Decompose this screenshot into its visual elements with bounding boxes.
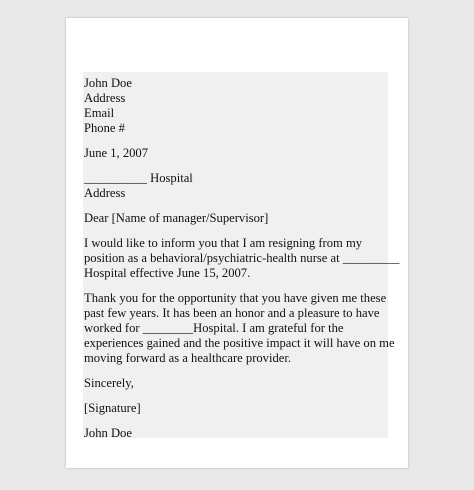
recipient-address: Address xyxy=(84,186,126,200)
paragraph1-line: I would like to inform you that I am resigning from my xyxy=(84,236,363,250)
paragraph2-line: experiences gained and the positive impact it will have on me xyxy=(84,336,395,350)
paragraph2-line: past few years. It has been an honor and a pleasure to have xyxy=(84,306,380,320)
salutation: Dear [Name of manager/Supervisor] xyxy=(84,211,269,225)
paragraph2-line: moving forward as a healthcare provider. xyxy=(84,351,292,365)
closing: Sincerely, xyxy=(84,376,134,390)
paragraph2-line: Thank you for the opportunity that you have given me these xyxy=(84,291,387,305)
letter-body xyxy=(83,72,400,440)
paragraph1-line: position as a behavioral/psychiatric-health nurse at _________ xyxy=(84,251,400,265)
letter-date: June 1, 2007 xyxy=(84,146,149,160)
paragraph2-line: worked for ________Hospital. I am grateful for the xyxy=(84,321,344,335)
recipient-hospital: __________ Hospital xyxy=(84,171,193,185)
paragraph1-line: Hospital effective June 15, 2007. xyxy=(84,266,251,280)
spacer xyxy=(84,416,388,426)
spacer xyxy=(84,226,388,236)
sender-email: Email xyxy=(84,106,115,120)
spacer xyxy=(84,391,388,401)
sender-address: Address xyxy=(84,91,126,105)
sender-name: John Doe xyxy=(84,76,132,90)
spacer xyxy=(84,161,388,171)
spacer xyxy=(84,201,388,211)
spacer xyxy=(84,281,388,291)
document-page xyxy=(66,18,408,468)
sender-phone: Phone # xyxy=(84,121,125,135)
signature-placeholder: [Signature] xyxy=(84,401,141,415)
spacer xyxy=(84,136,388,146)
signoff-name: John Doe xyxy=(84,426,132,440)
spacer xyxy=(84,366,388,376)
